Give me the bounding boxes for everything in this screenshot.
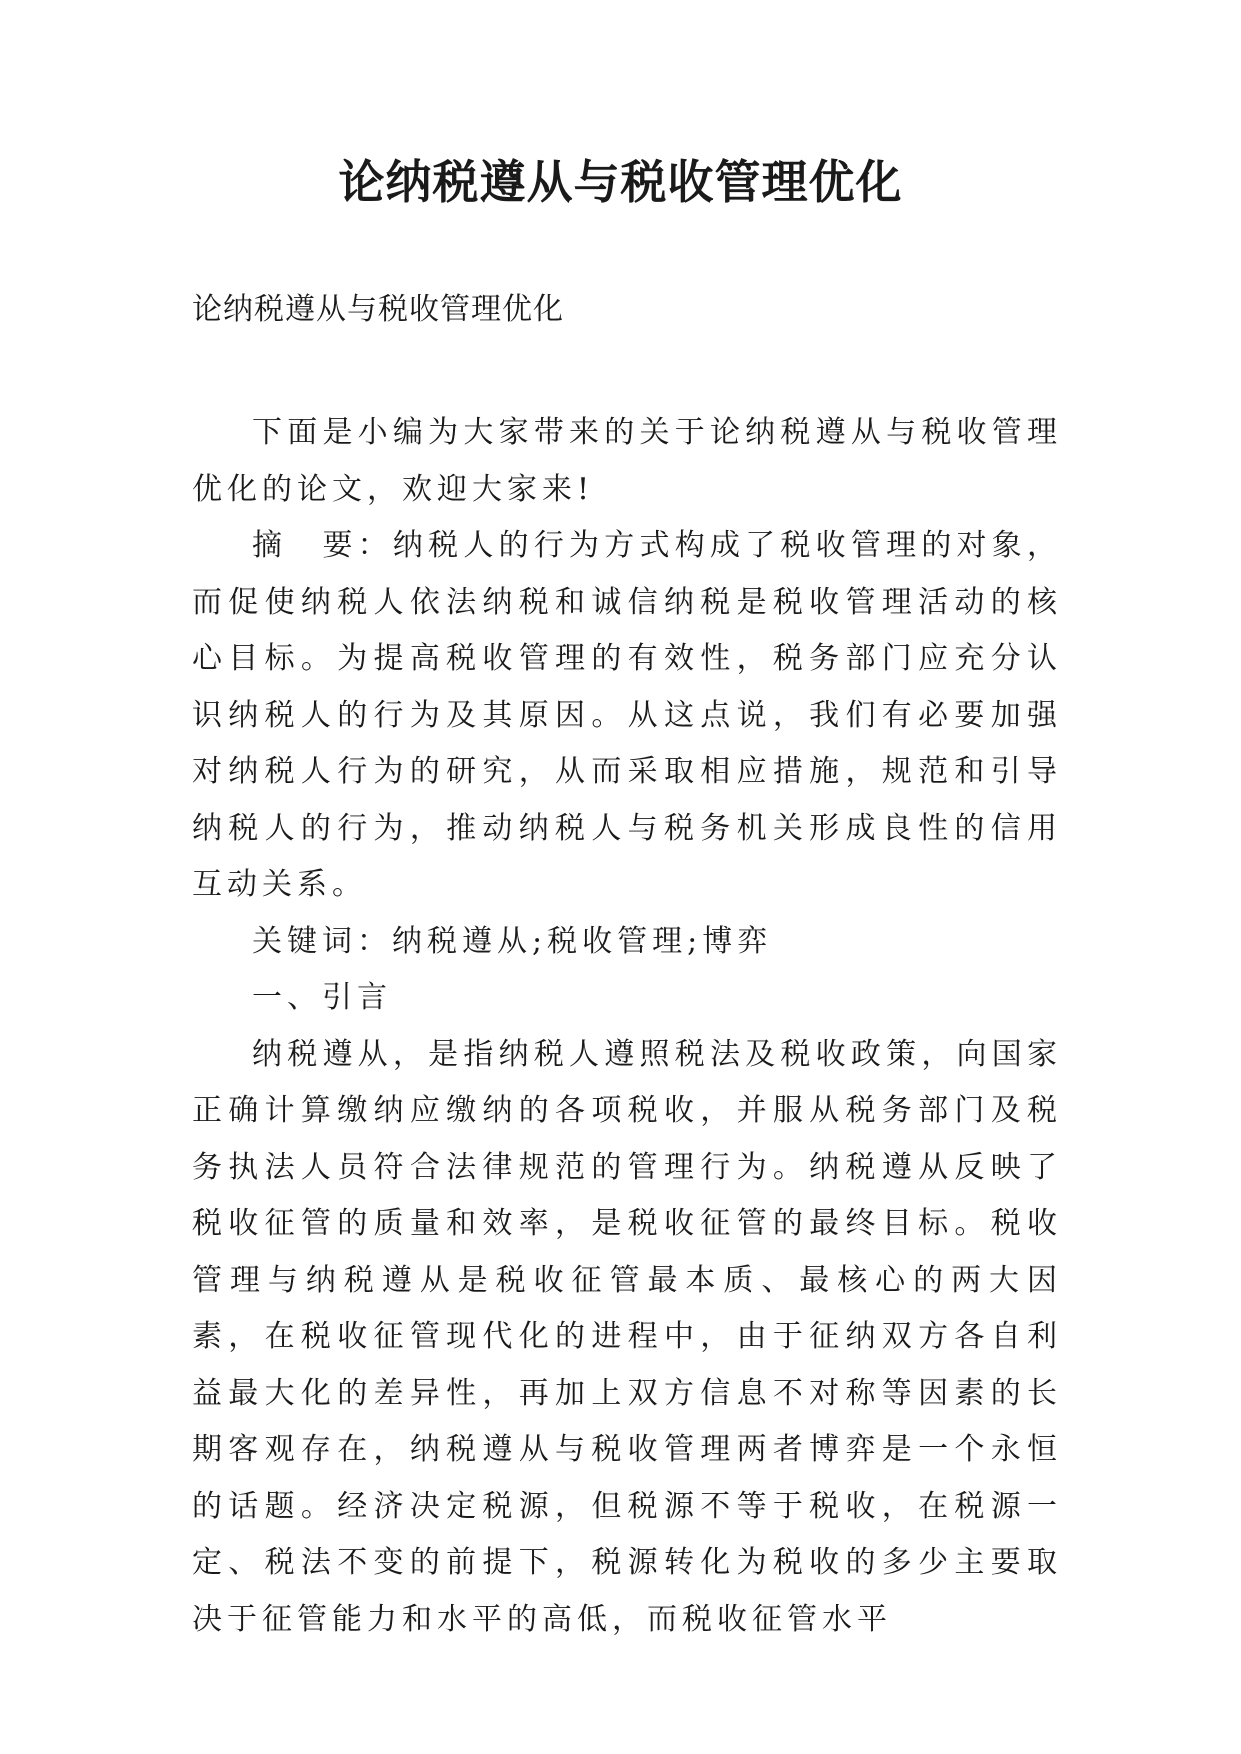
abstract-paragraph: 摘 要：纳税人的行为方式构成了税收管理的对象，而促使纳税人依法纳税和诚信纳税是税收管理活动的核心目标。为提高税收管理的有效性，税务部门应充分认识纳税人的行为及其原因。从这点说，我们有必要加强对纳税人行为的研究，从而采取相应措施，规范和引导纳税人的行为，推动纳税人与税务机关形成良性的信用互动关系。 [192, 528, 1062, 902]
document-body [192, 405, 1062, 1648]
intro-paragraph: 下面是小编为大家带来的关于论纳税遵从与税收管理优化的论文，欢迎大家来! [192, 415, 1062, 507]
document-subtitle: 论纳税遵从与税收管理优化 [192, 292, 564, 327]
body-paragraph: 纳税遵从，是指纳税人遵照税法及税收政策，向国家正确计算缴纳应缴纳的各项税收，并服从税务部门及税务执法人员符合法律规范的管理行为。纳税遵从反映了税收征管的质量和效率，是税收征管的最终目标。税收管理与纳税遵从是税收征管最本质、最核心的两大因素，在税收征管现代化的进程中，由于征纳双方各自利益最大化的差异性，再加上双方信息不对称等因素的长期客观存在，纳税遵从与税收管理两者博弈是一个永恒的话题。经济决定税源，但税源不等于税收，在税源一定、税法不变的前提下，税源转化为税收的多少主要取决于征管能力和水平的高低，而税收征管水平 [192, 1036, 1062, 1637]
section-heading: 一、引言 [252, 980, 392, 1015]
keywords-paragraph: 关键词：纳税遵从;税收管理;博弈 [252, 923, 773, 959]
document-title: 论纳税遵从与税收管理优化 [338, 155, 903, 209]
